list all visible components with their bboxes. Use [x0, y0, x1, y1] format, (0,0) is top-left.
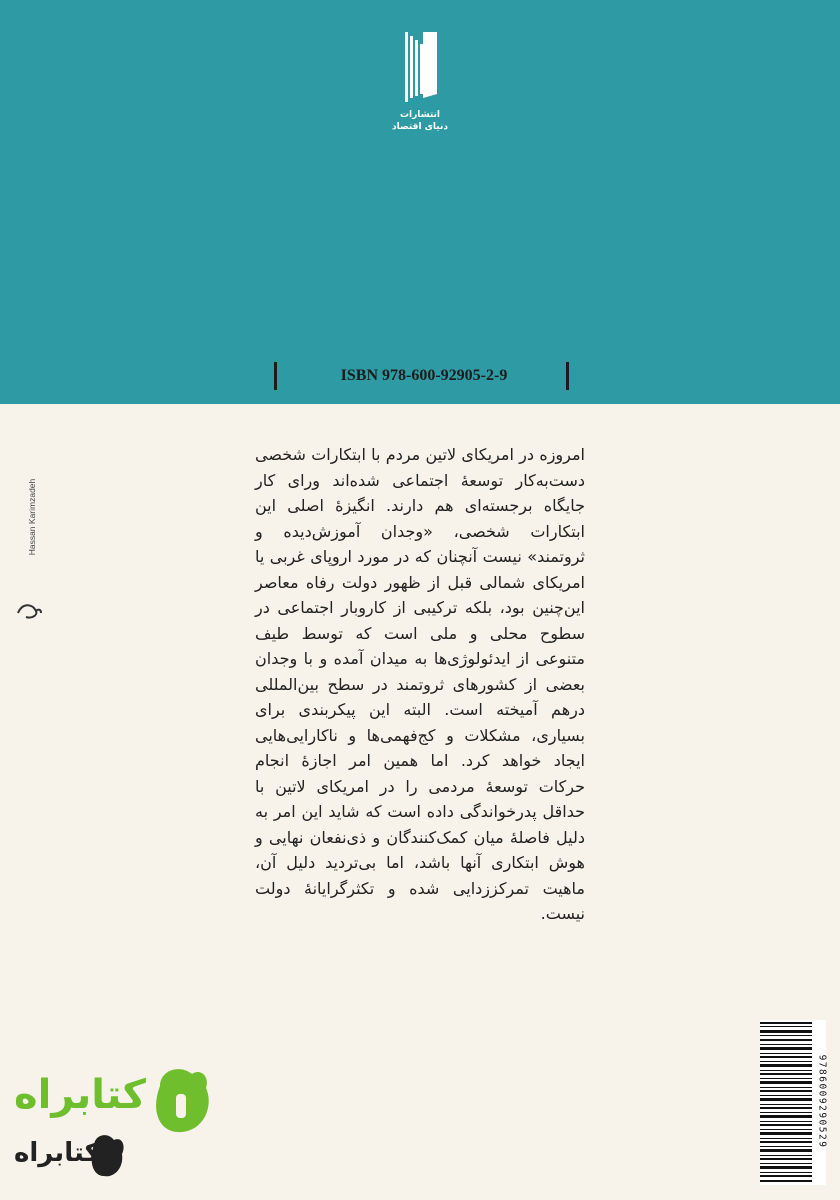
isbn-text: ISBN 978-600-92905-2-9 — [340, 367, 508, 384]
book-logo-icon — [385, 28, 455, 108]
ketabrah-text: کتابراه — [14, 1072, 146, 1118]
top-panel — [0, 0, 840, 404]
ketabrah-subtext: کتابراه — [14, 1138, 100, 1168]
barcode-number: 9786009290529 — [816, 1054, 828, 1149]
designer-name: Hassan Karimzadeh — [27, 478, 37, 556]
ketabrah-watermark — [10, 1060, 235, 1190]
body-paragraph: امروزه در امریکای لاتین مردم با ابتکارات شخصی دست‌به‌کار توسعهٔ اجتماعی شده‌اند ورای کار جایگاه برجسته‌ای هم دارند. انگیزهٔ اصلی این ابتکارات شخصی، «وجدان آموزش‌دیده و ثروتمند» نیست آنچنان که در مورد اروپای غربی یا امریکای شمالی قبل از ظهور دولت رفاه معاصر این‌چنین بود، بلکه ترکیبی از کاروبار اجتماعی در سطوح محلی و ملی است که توسط طیف متنوعی از ایدئولوژی‌ها به میدان آمده و با وجدان بعضی از کشورهای ثروتمند در سطح بین‌المللی درهم آمیخته است. البته این پیکربندی برای بسیاری، مشکلات و کج‌فهمی‌ها و ناکارایی‌هایی ایجاد خواهد کرد. اما همین امر اجازهٔ انجام حرکات توسعهٔ مردمی را در امریکای لاتین با حداقل پدرخواندگی داده است که شاید این امر به دلیل فاصلهٔ میان کمک‌کنندگان و ذی‌نفعان نهایی و هوش ابتکاری آنها باشد، اما بی‌تردید دلیل آن، ماهیت تمرکززدایی شده و تکثرگرایانهٔ دولت نیست. — [255, 445, 585, 923]
isbn-bar-right — [566, 362, 569, 390]
isbn-bar-left — [274, 362, 277, 390]
designer-signature-icon — [14, 597, 44, 625]
back-cover-text — [255, 442, 585, 927]
publisher-name-line1: انتشارات — [400, 110, 440, 120]
barcode-icon — [760, 1020, 812, 1185]
publisher-name-line2: دنیای اقتصاد — [392, 122, 448, 132]
designer-credit — [27, 443, 39, 593]
publisher-logo — [385, 28, 455, 140]
